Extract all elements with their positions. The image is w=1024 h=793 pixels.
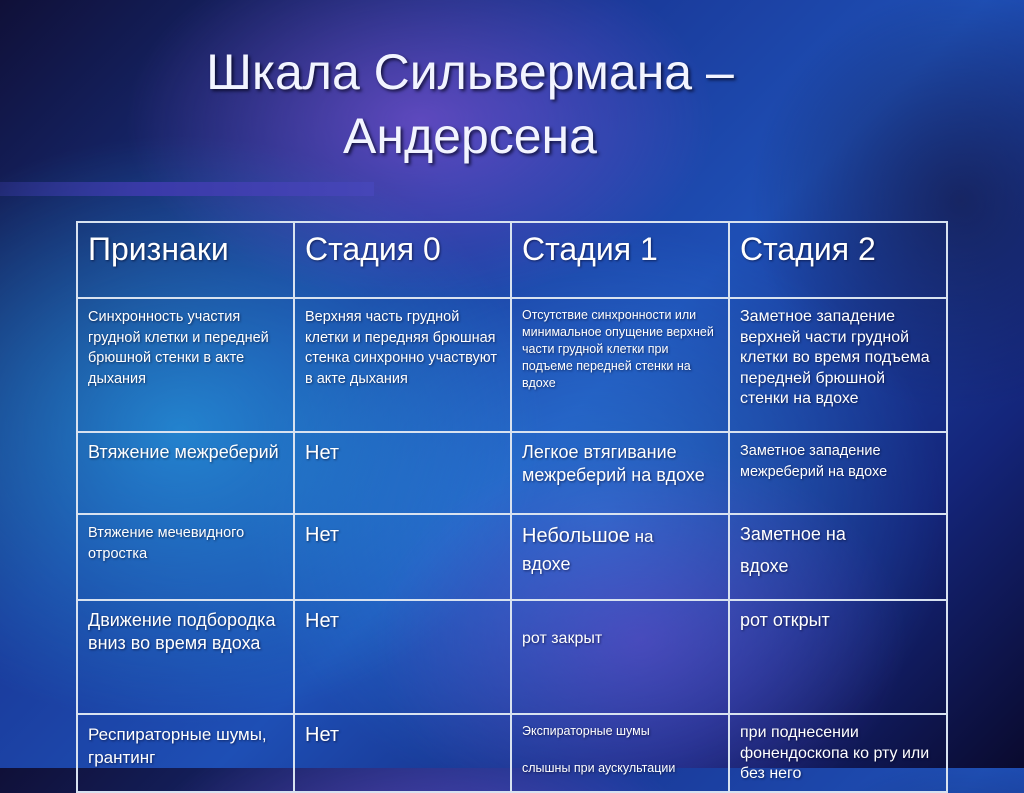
stage1-cell [511,514,729,600]
stage1-cell [511,714,729,792]
table-row [77,298,947,432]
header-stage-0: Стадия 0 [294,222,511,298]
stage0-cell: Нет [294,600,511,714]
slide-title-line2: Андерсена [343,108,597,164]
stage2-cell: Заметное западение межреберий на вдохе [729,432,947,514]
table-row [77,514,947,600]
sign-cell: Втяжение межреберий [77,432,294,514]
stage2-text-b: вдохе [740,556,789,576]
header-stage-2: Стадия 2 [729,222,947,298]
stage0-cell: Верхняя часть грудной клетки и передняя брюшная стенка синхронно участвуют в акте дыхания [294,298,511,432]
title-underline-bar [0,182,374,196]
slide-title-line1: Шкала Сильвермана – [206,44,734,100]
stage2-cell: Заметное западение верхней части грудной клетки во время подъема передней брюшной стенки на вдохе [729,298,947,432]
stage1-cell: Отсутствие синхронности или минимальное опущение верхней части грудной клетки при подъеме передней стенки на вдохе [511,298,729,432]
sign-cell: Втяжение мечевидного отростка [77,514,294,600]
stage0-cell: Нет [294,714,511,792]
silverman-andersen-table [76,221,948,793]
sign-cell: Синхронность участия грудной клетки и передней брюшной стенки в акте дыхания [77,298,294,432]
table-row [77,432,947,514]
stage1-text-a: Небольшое [522,525,630,547]
stage1-text-b: на [629,527,654,546]
stage2-cell: при поднесении фонендоскопа ко рту или без него [729,714,947,792]
stage1-cell [511,600,729,714]
stage1-text: рот закрыт [522,630,603,647]
header-signs: Признаки [77,222,294,298]
table-row [77,600,947,714]
stage1-cell: Легкое втягивание межреберий на вдохе [511,432,729,514]
stage0-cell: Нет [294,432,511,514]
sign-cell: Движение подбородка вниз во время вдоха [77,600,294,714]
sign-cell: Респираторные шумы, грантинг [77,714,294,792]
stage1-text-b: слышны при аускультации [522,761,676,775]
stage0-cell: Нет [294,514,511,600]
slide-title [150,40,790,168]
table-row [77,714,947,792]
stage1-text-c: вдохе [522,554,571,574]
table-header-row [77,222,947,298]
stage2-cell [729,514,947,600]
line-gap [740,545,936,555]
stage1-text-a: Экспираторные шумы [522,724,650,738]
stage2-cell: рот открыт [729,600,947,714]
line-gap [522,740,718,760]
stage2-text-a: Заметное на [740,524,846,544]
header-stage-1: Стадия 1 [511,222,729,298]
